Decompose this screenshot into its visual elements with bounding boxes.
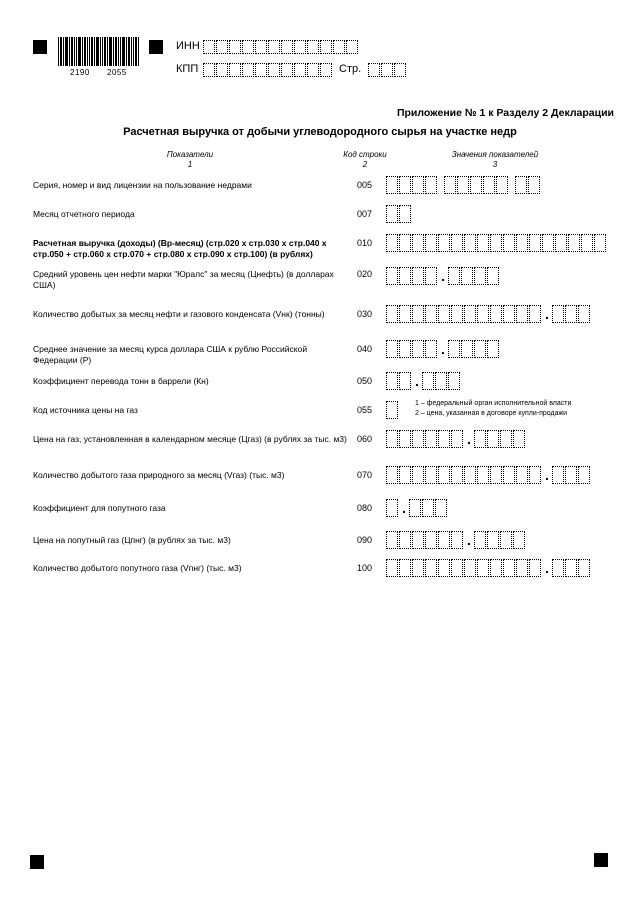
barcode-number-left: 2190 — [70, 68, 90, 77]
row-code-100: 100 — [357, 563, 373, 573]
barrel-coefficient-field[interactable]: . — [386, 372, 461, 390]
column-header-line-code: Код строки 2 — [343, 150, 387, 169]
exchange-rate-field[interactable]: . — [386, 340, 500, 358]
corner-marker-bottom-right — [594, 853, 608, 867]
row-code-020: 020 — [357, 269, 373, 279]
row-label-010: Расчетная выручка (доходы) (Вр-месяц) (стр.020 х стр.030 х стр.040 х стр.050 + стр.060 х стр.070 + стр.080 х стр.090 х стр.100) (в рублях) — [33, 238, 327, 259]
corner-marker-bottom-left — [30, 855, 44, 869]
associated-gas-price-field[interactable]: . — [386, 531, 526, 549]
page-number-field[interactable] — [368, 63, 407, 77]
kpp-field[interactable] — [203, 63, 333, 77]
row-label-060: Цена на газ, установленная в календарном месяце (Цгаз) (в рублях за тыс. м3) — [33, 434, 347, 444]
gas-price-source-field[interactable] — [386, 401, 399, 419]
row-label-040: Среднее значение за месяц курса доллара США к рублю Российской Федерации (Р) — [33, 344, 308, 365]
associated-gas-volume-field[interactable]: . — [386, 559, 591, 577]
gas-volume-field[interactable]: . — [386, 466, 591, 484]
row-code-005: 005 — [357, 180, 373, 190]
kpp-label: КПП — [176, 63, 199, 75]
appendix-title: Приложение № 1 к Разделу 2 Декларации — [396, 107, 614, 119]
barcode-icon — [58, 37, 139, 66]
column-header-indicators: Показатели 1 — [166, 150, 214, 169]
row-code-060: 060 — [357, 434, 373, 444]
row-label-030: Количество добытых за месяц нефти и газового конденсата (Vнк) (тонны) — [33, 309, 325, 319]
source-note-2: 2 – цена, указанная в договоре купли-продажи — [415, 410, 568, 417]
row-label-080: Коэффициент для попутного газа — [33, 503, 166, 513]
column-header-values: Значения показателей 3 — [451, 150, 539, 169]
corner-marker-top-middle — [149, 40, 163, 54]
row-code-090: 090 — [357, 535, 373, 545]
row-code-055: 055 — [357, 405, 373, 415]
gas-price-field[interactable]: . — [386, 430, 526, 448]
row-code-070: 070 — [357, 470, 373, 480]
inn-label: ИНН — [176, 40, 200, 52]
row-code-040: 040 — [357, 344, 373, 354]
oil-price-field[interactable]: . — [386, 267, 500, 285]
revenue-field[interactable] — [386, 234, 607, 252]
row-label-090: Цена на попутный газ (Цпнг) (в рублях за тыс. м3) — [33, 535, 231, 545]
row-code-080: 080 — [357, 503, 373, 513]
oil-volume-field[interactable]: . — [386, 305, 591, 323]
row-label-055: Код источника цены на газ — [33, 405, 138, 415]
row-label-007: Месяц отчетного периода — [33, 209, 135, 219]
license-field[interactable] — [386, 176, 541, 194]
row-code-030: 030 — [357, 309, 373, 319]
barcode-number-right: 2055 — [107, 68, 127, 77]
row-label-020: Средний уровень цен нефти марки "Юралс" за месяц (Цнефть) (в долларах США) — [33, 269, 334, 290]
row-code-007: 007 — [357, 209, 373, 219]
row-label-050: Коэффициент перевода тонн в баррели (Кн) — [33, 376, 209, 386]
row-code-050: 050 — [357, 376, 373, 386]
corner-marker-top-left — [33, 40, 47, 54]
form-title: Расчетная выручка от добычи углеводородного сырья на участке недр — [123, 126, 517, 138]
inn-field[interactable] — [203, 40, 359, 54]
row-label-005: Серия, номер и вид лицензии на пользование недрами — [33, 180, 252, 190]
row-label-070: Количество добытого газа природного за месяц (Vгаз) (тыс. м3) — [33, 470, 285, 480]
row-label-100: Количество добытого попутного газа (Vпнг) (тыс. м3) — [33, 563, 242, 573]
source-note-1: 1 – федеральный орган исполнительной власти — [415, 400, 572, 407]
row-code-010: 010 — [357, 238, 373, 248]
page-label: Стр. — [339, 63, 362, 75]
associated-gas-coefficient-field[interactable]: . — [386, 499, 448, 517]
month-field[interactable] — [386, 205, 412, 223]
